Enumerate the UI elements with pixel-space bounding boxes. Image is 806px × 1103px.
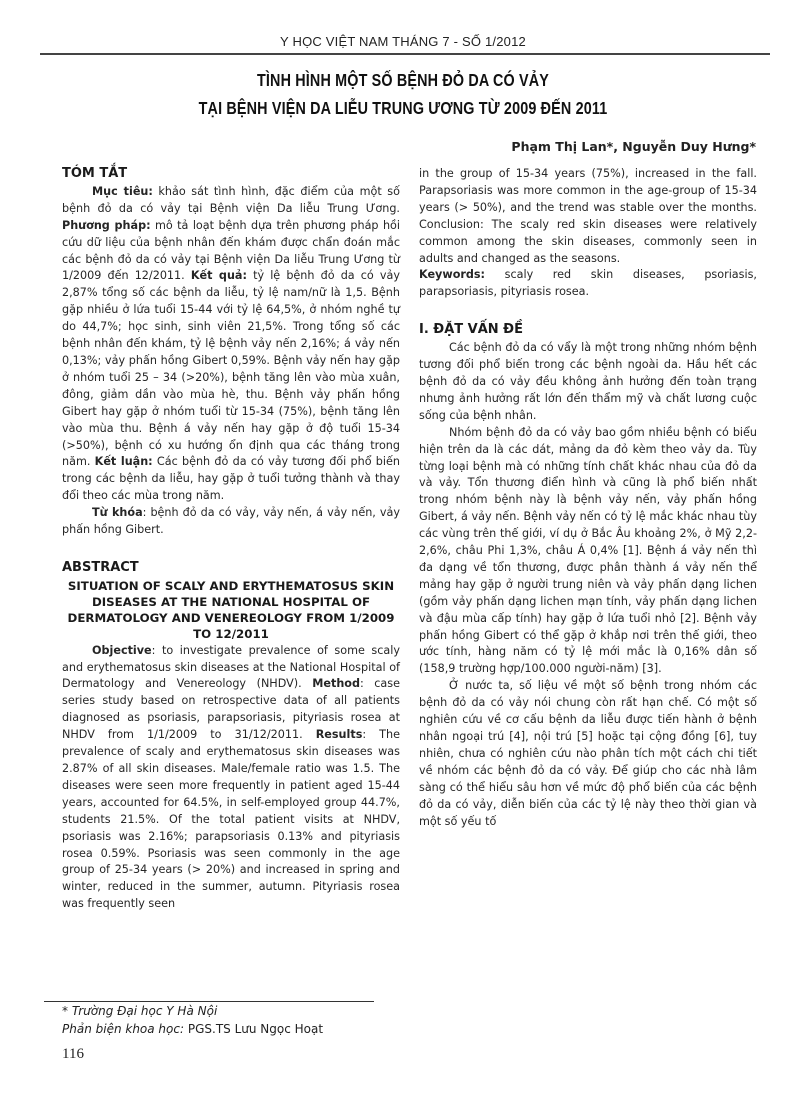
keywords-text-en: scaly red skin diseases, psoriasis, parapsoriasis, pityriasis rosea. bbox=[419, 268, 757, 299]
article-title bbox=[73, 66, 734, 122]
method-label-vi: Phương pháp: bbox=[62, 218, 151, 232]
page-number: 116 bbox=[62, 1046, 84, 1062]
right-column bbox=[419, 166, 757, 830]
section-1-paragraph-1: Các bệnh đỏ da có vẩy là một trong những nhóm bệnh tương đối phổ biến trong các bệnh ngoài da. Hầu hết các bệnh đỏ da có vảy đều không ảnh hưởng đến toàn trạng nhưng ảnh hưởng rất lớn đến thẩm mỹ và chất lương cuộc sống của bệnh nhân. bbox=[419, 341, 757, 422]
objective-label-en: Objective bbox=[92, 643, 152, 657]
method-text-vi: mô tả loạt bệnh dựa trên phương pháp hồi cứu dữ liệu của bệnh nhân đến khám được chẩn đoán mắc các bệnh đỏ da có vảy tại Bệnh viện Da liễu Trung Ương từ 1/2009 đến 12/2011. bbox=[62, 218, 401, 283]
reviewer-label: Phản biện khoa học: bbox=[62, 1022, 185, 1036]
abstract-paragraph bbox=[62, 643, 400, 914]
conclusion-label-vi: Kết luận: bbox=[94, 455, 153, 469]
abstract-continuation: in the group of 15-34 years (75%), increased in the fall. Parapsoriasis was more common in the age-group of 15-34 years (> 50%), and the trend was stable over the months. Conclusion: The scaly red skin diseases were relatively common among the skin diseases, commonly seen in adults and changed as the seasons. bbox=[419, 167, 757, 265]
section-1-heading: I. ĐẶT VẤN ĐỀ bbox=[419, 322, 523, 338]
results-label-en: Results bbox=[315, 728, 363, 742]
conclusion-text-vi: Các bệnh đỏ da có vảy tương đối phổ biến trong các bệnh da liễu, hay gặp ở tuổi tưởng thành và thay đổi theo các mùa trong năm. bbox=[62, 455, 400, 503]
objective-text-en: : to investigate prevalence of some scaly and erythematosus skin diseases at the National Hospital of Dermatology and Venereology (NHDV). bbox=[62, 643, 400, 691]
authors: Phạm Thị Lan*, Nguyễn Duy Hưng* bbox=[511, 139, 756, 154]
left-column bbox=[62, 166, 400, 913]
abstract-title: SITUATION OF SCALY AND ERYTHEMATOSUS SKIN DISEASES AT THE NATIONAL HOSPITAL OF DERMATOLOGY AND VENEREOLOGY FROM 1/2009 TO 12/2011 bbox=[67, 578, 395, 642]
results-label-vi: Kết quả: bbox=[190, 269, 247, 283]
section-1-paragraph-2: Nhóm bệnh đỏ da có vảy bao gồm nhiều bệnh có biểu hiện trên da là các dát, mảng da đỏ kèm theo vảy da. Tùy từng loại bệnh mà có những tính chất khác nhau của đỏ da và vảy. Tổn thương điển hình và cũng là phổ biến nhất trong nhóm bệnh này là bệnh vảy nến, vảy phấn hồng Gibert, á vảy nến. Bệnh vảy nến có tỷ lệ mắc khác nhau tùy các vùng trên thế giới, ví dụ ở Bắc Âu khoảng 2%, ở Mỹ 2,2-2,6%, châu Phi 1,3%, châu Á 0,4% [1]. Bệnh á vảy nến thì đa dạng về tổn thương, được phân thành á vảy nến thể mảng hay gặp ở người trung niên và vảy phấn dạng lichen (gồm vảy phấn dạng lichen mạn tính, vảy phấn dạng lichen và đậu mùa cấp tính) hay gặp ở lứa tuổi nhỏ [2]. Bệnh vảy phấn hồng Gibert có thể gặp ở khắp nơi trên thế giới, theo ước tính, hàng năm có tỷ lệ mới mắc là 0,16% dân số (158,9 trường hợp/100.000 người-năm) [3]. bbox=[419, 425, 757, 676]
footnote-rule bbox=[44, 1001, 374, 1002]
running-head: Y HỌC VIỆT NAM THÁNG 7 - SỐ 1/2012 bbox=[280, 34, 526, 49]
abstract-keywords-paragraph bbox=[419, 267, 757, 301]
abstract-heading: ABSTRACT bbox=[62, 559, 139, 575]
keywords-label-vi: Từ khóa bbox=[92, 506, 143, 520]
objective-text-vi: khảo sát tình hình, đặc điểm của một số bệnh đỏ da có vảy tại Bệnh viện Da liễu Trung Ương. bbox=[62, 184, 400, 215]
summary-heading: TÓM TẮT bbox=[62, 166, 128, 181]
keywords-text-vi: : bệnh đỏ da có vảy, vảy nến, á vảy nến, vảy phấn hồng Gibert. bbox=[62, 506, 400, 537]
results-text-vi: tỷ lệ bệnh đỏ da có vảy 2,87% tổng số các bệnh da liễu, tỷ lệ nam/nữ là 1,5. Bệnh gặp nhiều ở lứa tuổi 15-44 với tỷ lệ 64,5%, ở nhóm nghề tự do 44,7%; học sinh, sinh viên 21,5%. Trong tổng số các bệnh nhân đến khám, tỷ lệ bệnh vảy nến 2,16%; á vảy nến 0,13%; vảy phấn hồng Gibert 0,59%. Bệnh vảy nến hay gặp ở nhóm tuổi 25 – 34 (>20%), bệnh tăng lên vào mùa xuân, đông, giảm dần vào mùa hè, thu. Bệnh vảy phấn hồng Gibert hay gặp ở nhóm tuổi từ 15-34 (75%), bệnh tăng lên vào mùa thu. Bệnh á vảy nến hay gặp ở độ tuổi 15-34 (>50%), bệnh có xu hướng ổn định qua các tháng trong năm. bbox=[62, 269, 400, 469]
reviewer-name: PGS.TS Lưu Ngọc Hoạt bbox=[184, 1022, 324, 1036]
header-rule bbox=[40, 53, 770, 55]
summary-paragraph bbox=[62, 184, 400, 505]
objective-label-vi: Mục tiêu: bbox=[92, 184, 153, 198]
results-text-en: : The prevalence of scaly and erythematosus skin diseases was 2.87% of all skin diseases. Male/female ratio was 1.5. The diseases were seen more frequently in patient aged 15-44 years, accounted for 64.5%, in self-employed group 44.7%, students 21.5%. Of the total patient visits at NHDV, psoriasis was 2.16%; parapsoriasis 0.13% and pityriasis rosea 0.59%. Psoriasis was seen commonly in the age group of 25-34 years (> 20%) and increased in spring and winter, reduced in the summer, autumn. Pityriasis rosea was frequently seen bbox=[62, 728, 400, 911]
title-line-1: TÌNH HÌNH MỘT SỐ BỆNH ĐỎ DA CÓ VẢY bbox=[256, 70, 550, 90]
section-1-paragraph-3: Ở nước ta, số liệu về một số bệnh trong nhóm các bệnh đỏ da có vảy nói chung còn rất hạn chế. Có một số nghiên cứu về cơ cấu bệnh da liễu được tiến hành ở bệnh nhân ngoại trú [4], nội trú [5] hoặc tại cộng đồng [6], tuy nhiên, chưa có nghiên cứu nào phân tích một cách chi tiết về nhóm các bệnh đỏ da có vảy. Để giúp cho các nhà lâm sàng có thể hiểu sâu hơn về mức độ phổ biến của các bệnh đỏ da có vảy, diễn biến của các tỷ lệ này theo thời gian và một số yếu tố bbox=[419, 679, 757, 828]
keywords-label-en: Keywords: bbox=[419, 268, 486, 282]
method-label-en: Method bbox=[312, 677, 360, 691]
keywords-vi bbox=[62, 505, 400, 539]
affiliation-footnote: * Trường Đại học Y Hà Nội bbox=[62, 1004, 218, 1018]
reviewer-footnote bbox=[62, 1022, 323, 1036]
method-text-en: : case series study based on retrospective data of all patients diagnosed as psoriasis, parapsoriasis, pityriasis rosea at NHDV from 1/1/2009 to 31/12/2011. bbox=[62, 677, 400, 742]
title-line-2: TẠI BỆNH VIỆN DA LIỄU TRUNG ƯƠNG TỪ 2009 ĐẾN 2011 bbox=[198, 98, 608, 118]
